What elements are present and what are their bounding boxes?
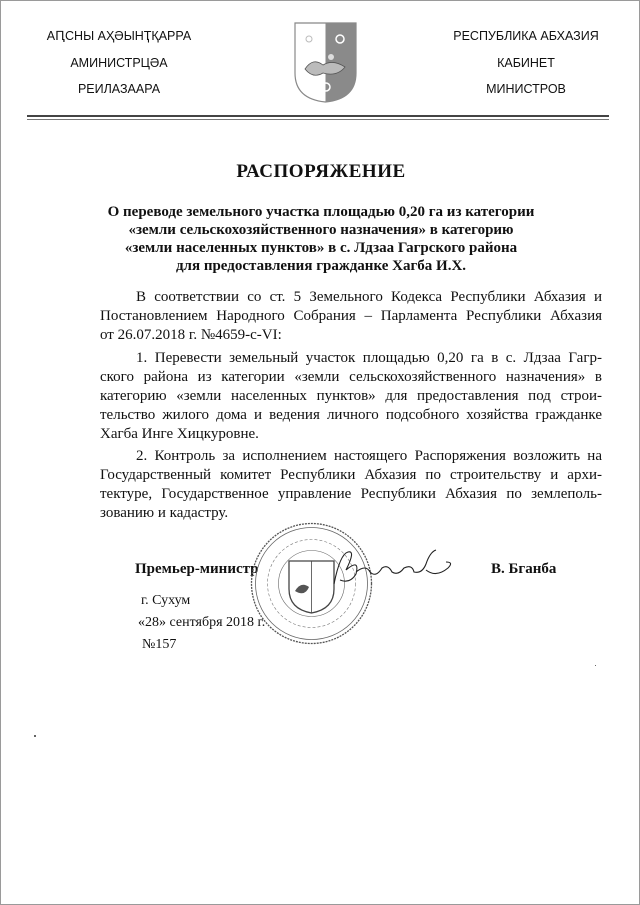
text-line: 2. Контроль за исполнением настоящего Распоряжения возложить на: [136, 448, 602, 464]
item-1-paragraph: [100, 349, 602, 444]
text-line: В соответствии со ст. 5 Земельного Кодекса Республики Абхазия и: [136, 289, 602, 305]
subtitle-line: «земли сельскохозяйственного назначения» в категорию: [128, 222, 514, 238]
header-divider: [27, 115, 609, 117]
coat-of-arms-icon: [293, 21, 358, 104]
text-line: категорию «земли населенных пунктов» для предоставления под строи-: [100, 388, 602, 404]
header-left-line: АМИНИСТРЦӘА: [70, 55, 168, 70]
text-line: зованию и кадастру.: [100, 505, 229, 521]
text-line: Государственный комитет Республики Абхазия по строительству и архи-: [100, 467, 602, 483]
issue-date: «28» сентября 2018 г.: [138, 615, 266, 630]
text-line: от 26.07.2018 г. №4659-с-VI:: [100, 327, 282, 343]
item-2-paragraph: [100, 447, 602, 523]
text-line: ского района из категории «земли сельскохозяйственного назначения» в: [100, 369, 602, 385]
signatory-title: Премьер-министр: [135, 561, 259, 577]
header-right-russian: [426, 23, 626, 103]
text-line: тельство жилого дома и ведения личного подсобного хозяйства гражданке: [100, 407, 602, 423]
subtitle-line: для предоставления гражданке Хагба И.Х.: [175, 258, 467, 274]
subtitle-line: О переводе земельного участка площадью 0,20 га из категории: [107, 204, 535, 220]
header-right-line: МИНИСТРОВ: [486, 82, 566, 96]
header-right-line: КАБИНЕТ: [497, 55, 555, 70]
document-subtitle: [1, 203, 640, 275]
header-left-abkhaz: [19, 23, 219, 103]
text-line: тектуре, Государственное управление Республики Абхазия по землеполь-: [100, 486, 602, 502]
text-line: 1. Перевести земельный участок площадью 0,20 га в с. Лдзаа Гагр-: [136, 350, 602, 366]
header-left-line: РЕИЛАЗААРА: [77, 82, 161, 96]
signatory-name: В. Бганба: [491, 561, 557, 577]
header-right-line: РЕСПУБЛИКА АБХАЗИЯ: [453, 29, 599, 43]
document-title: РАСПОРЯЖЕНИЕ: [236, 161, 406, 182]
issue-city: г. Сухум: [141, 593, 191, 608]
header-divider-thin: [27, 119, 609, 120]
scan-speck: [595, 665, 596, 666]
scan-speck: [34, 735, 36, 737]
handwritten-signature: [326, 544, 466, 594]
preamble-paragraph: [100, 288, 602, 345]
text-line: Хагба Инге Хицкуровне.: [100, 426, 259, 442]
header-left-line: АԤСНЫ АҲӘЫНҬҚАРРА: [46, 29, 192, 43]
subtitle-line: «земли населенных пунктов» в с. Лдзаа Гагрского района: [124, 240, 518, 256]
document-number: №157: [142, 637, 177, 652]
text-line: Постановлением Народного Собрания – Парламента Республики Абхазия: [100, 308, 602, 324]
